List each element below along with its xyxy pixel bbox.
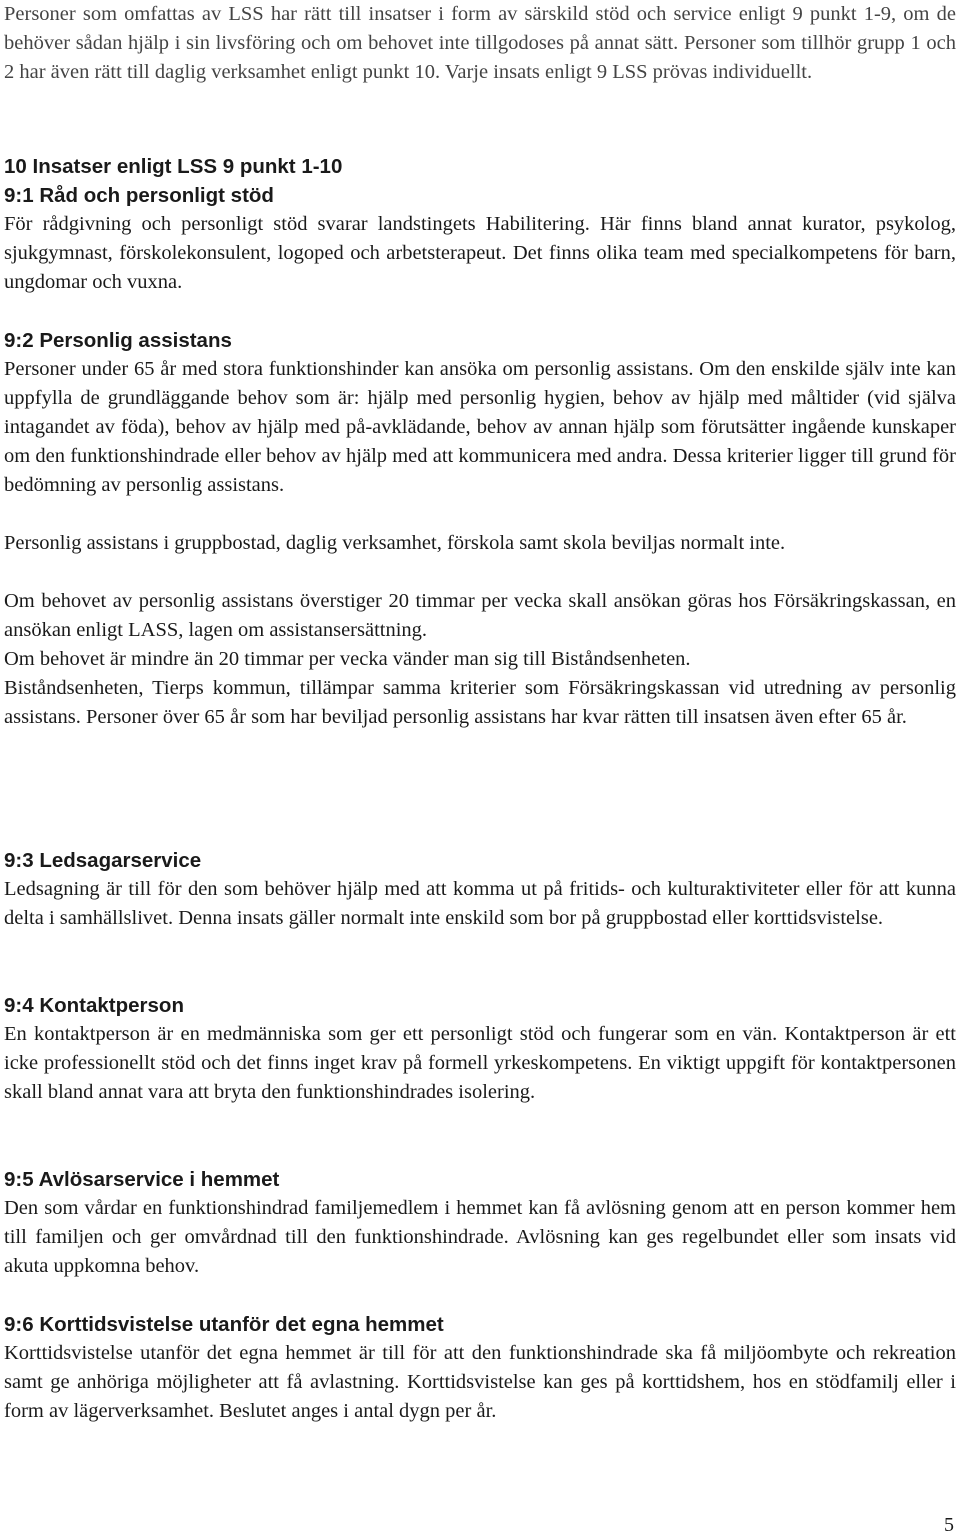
main-heading-block [4,152,956,181]
section-paragraph: Personer under 65 år med stora funktionshinder kan ansöka om personlig assistans. Om den enskilde själv inte kan uppfylla de grundläggande behov som är: hjälp med personlig hygien, behov av hjälp med måltider (vid själva intagandet av föda), behov av hjälp med på-avklädande, behov av annan hjälp som förutsätter ingående kunskaper om den funktionshindrade eller behov av hjälp med att kommunicera med andra. Dessa kriterier ligger till grund för bedömning av personlig assistans. [4,358,956,496]
section-heading: 9:6 Korttidsvistelse utanför det egna hemmet [4,1313,444,1336]
section-paragraph: Om behovet av personlig assistans överstiger 20 timmar per vecka skall ansökan göras hos Försäkringskassan, en ansökan enligt LASS, lagen om assistansersättning. [4,590,956,641]
section-9-2 [4,326,956,732]
section-paragraph: Korttidsvistelse utanför det egna hemmet är till för att den funktionshindrade ska få miljöombyte och rekreation samt ge anhöriga möjligheter att få avlastning. Korttidsvistelse kan ges på korttidshem, hos en stödfamilj eller i form av lägerverksamhet. Beslutet anges i antal dygn per år. [4,1342,956,1422]
section-9-5 [4,1165,956,1281]
section-heading: 9:3 Ledsagarservice [4,849,202,872]
section-paragraph: För rådgivning och personligt stöd svarar landstingets Habilitering. Här finns bland annat kurator, psykolog, sjukgymnast, förskolekonsulent, logoped och arbetsterapeut. Det finns olika team med specialkompetens för barn, ungdomar och vuxna. [4,213,956,293]
section-paragraph: Biståndsenheten, Tierps kommun, tillämpar samma kriterier som Försäkringskassan vid utredning av personlig assistans. Personer över 65 år som har beviljad personlig assistans har kvar rätten till insatsen även efter 65 år. [4,677,956,728]
section-9-1 [4,181,956,297]
section-heading: 9:1 Råd och personligt stöd [4,184,274,207]
section-paragraph: Den som vårdar en funktionshindrad familjemedlem i hemmet kan få avlösning genom att en person kommer hem till familjen och ger omvårdnad till den funktionshindrade. Avlösning kan ges regelbundet eller som insats vid akuta uppkomna behov. [4,1197,956,1277]
intro-paragraph: Personer som omfattas av LSS har rätt till insatser i form av särskild stöd och service enligt 9 punkt 1-9, om de behöver sådan hjälp i sin livsföring och om behovet inte tillgodoses på annat sätt. Personer som tillhör grupp 1 och 2 har även rätt till daglig verksamhet enligt punkt 10. Varje insats enligt 9 LSS prövas individuellt. [4,3,956,83]
section-9-6 [4,1310,956,1426]
section-9-4 [4,991,956,1107]
section-paragraph: En kontaktperson är en medmänniska som ger ett personligt stöd och fungerar som en vän. Kontaktperson är ett icke professionellt stöd och det finns inget krav på formell yrkeskompetens. En viktigt uppgift för kontaktpersonen skall bland annat vara att bryta den funktionshindrades isolering. [4,1023,956,1103]
section-paragraph: Personlig assistans i gruppbostad, daglig verksamhet, förskola samt skola beviljas normalt inte. [4,532,786,554]
page-number: 5 [944,1514,954,1536]
section-heading: 9:4 Kontaktperson [4,994,184,1017]
main-heading: 10 Insatser enligt LSS 9 punkt 1-10 [4,155,343,178]
intro-section [4,0,956,87]
section-paragraph: Ledsagning är till för den som behöver hjälp med att komma ut på fritids- och kulturaktiviteter eller för att kunna delta i samhällslivet. Denna insats gäller normalt inte enskild som bor på gruppbostad eller korttidsvistelse. [4,878,956,929]
section-9-3 [4,846,956,933]
section-heading: 9:5 Avlösarservice i hemmet [4,1168,280,1191]
section-paragraph: Om behovet är mindre än 20 timmar per vecka vänder man sig till Biståndsenheten. [4,648,691,670]
section-heading: 9:2 Personlig assistans [4,329,232,352]
